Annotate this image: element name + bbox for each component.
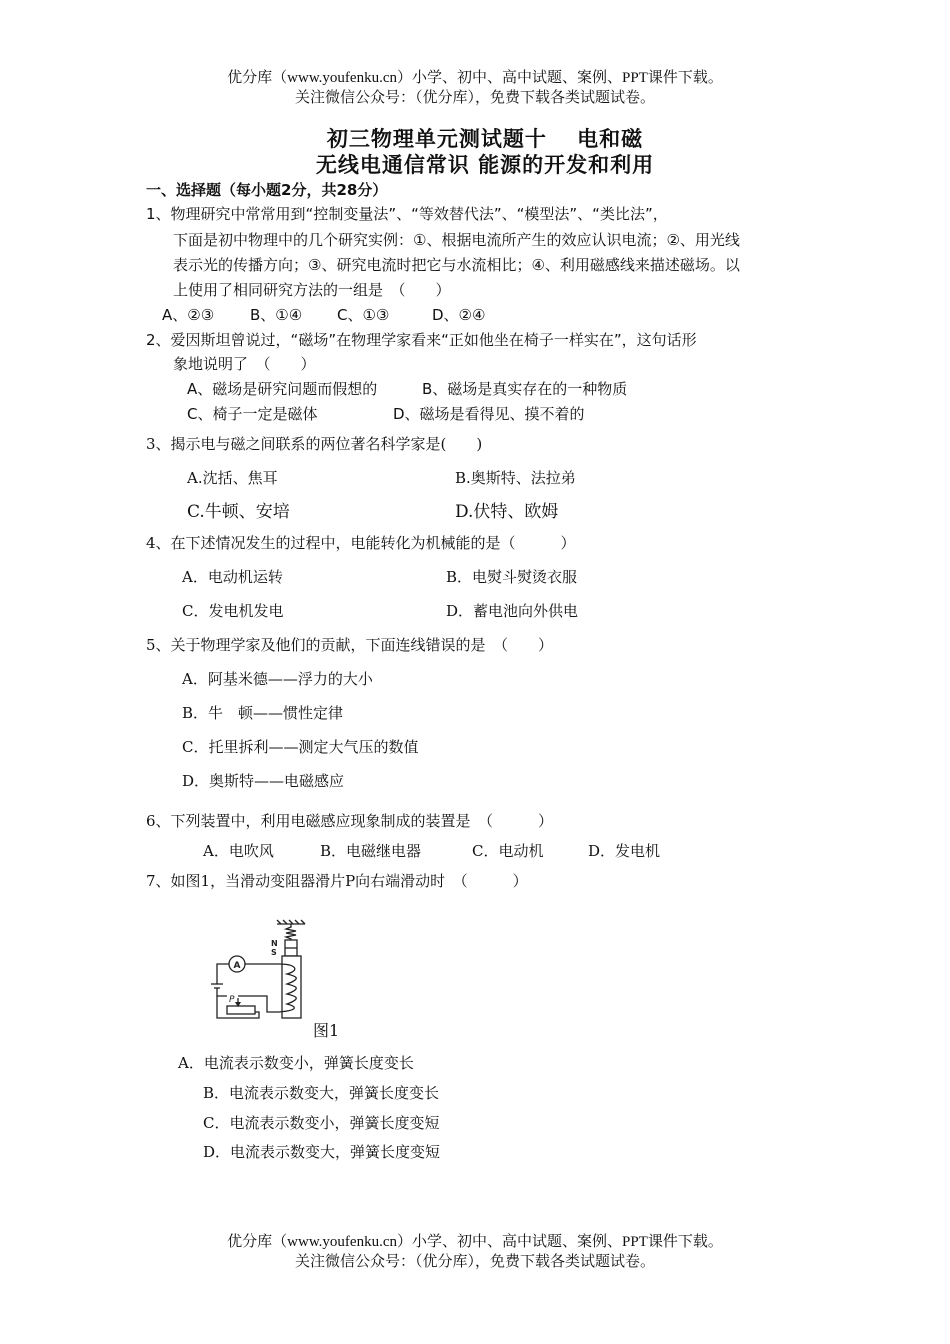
label-ammeter: A <box>233 961 241 971</box>
label-north: N <box>271 939 278 948</box>
q3-option-b: B.奥斯特、法拉弟 <box>455 469 576 487</box>
q6-stem: 6、下列装置中，利用电磁感应现象制成的装置是 （ ） <box>146 812 554 830</box>
figure-caption: 图1 <box>313 1021 340 1040</box>
q3-option-d: D.伏特、欧姆 <box>455 502 559 522</box>
q2-line-2: 象地说明了 （ ） <box>173 355 316 373</box>
q2-line-1: 2、爱因斯坦曾说过，“磁场”在物理学家看来“正如他坐在椅子一样实在”，这句话形 <box>146 331 697 349</box>
header-line-1: 优分库（www.youfenku.cn）小学、初中、高中试题、案例、PPT课件下载。 <box>227 70 723 86</box>
q4-option-d: D．蓄电池向外供电 <box>446 602 579 620</box>
q2-option-d: D、磁场是看得见、摸不着的 <box>393 405 585 423</box>
q1-line-2: 下面是初中物理中的几个研究实例：①、根据电流所产生的效应认识电流；②、用光线 <box>173 231 740 249</box>
q1-line-1: 1、物理研究中常常用到“控制变量法”、“等效替代法”、“模型法”、“类比法”， <box>146 205 668 223</box>
q5-option-c: C．托里拆利——测定大气压的数值 <box>182 738 419 756</box>
q3-stem: 3、揭示电与磁之间联系的两位著名科学家是( ) <box>146 435 483 453</box>
page-subtitle: 无线电通信常识 能源的开发和利用 <box>315 153 655 177</box>
q4-option-a: A．电动机运转 <box>182 568 283 586</box>
q5-stem: 5、关于物理学家及他们的贡献，下面连线错误的是 （ ） <box>146 636 554 654</box>
q4-option-c: C．发电机发电 <box>182 602 284 620</box>
page-title: 初三物理单元测试题十 电和磁 <box>326 127 644 151</box>
q1-option-b: B、①④ <box>250 306 303 324</box>
q3-option-c: C.牛顿、安培 <box>187 502 290 522</box>
q5-option-b: B．牛 顿——惯性定律 <box>182 704 344 722</box>
q1-option-c: C、①③ <box>337 306 390 324</box>
q6-option-a: A．电吹风 <box>203 842 274 860</box>
q7-option-c: C．电流表示数变小，弹簧长度变短 <box>203 1114 440 1132</box>
q1-option-a: A、②③ <box>162 306 215 324</box>
q2-option-c: C、椅子一定是磁体 <box>187 405 318 423</box>
q7-option-d: D．电流表示数变大，弹簧长度变短 <box>203 1143 441 1161</box>
q1-line-3: 表示光的传播方向；③、研究电流时把它与水流相比；④、利用磁感线来描述磁场。以 <box>173 256 740 274</box>
q4-stem: 4、在下述情况发生的过程中，电能转化为机械能的是（ ） <box>146 534 576 552</box>
q1-line-4: 上使用了相同研究方法的一组是 （ ） <box>173 281 451 299</box>
q5-option-a: A．阿基米德——浮力的大小 <box>182 670 373 688</box>
wire-bottom-left <box>217 988 227 996</box>
q7-option-a: A．电流表示数变小，弹簧长度变长 <box>178 1054 414 1072</box>
q2-option-b: B、磁场是真实存在的一种物质 <box>422 380 628 398</box>
q4-option-b: B．电熨斗熨烫衣服 <box>446 568 578 586</box>
q7-option-b: B．电流表示数变大，弹簧长度变长 <box>203 1084 440 1102</box>
q7-stem: 7、如图1，当滑动变阻器滑片P向右端滑动时 （ ） <box>146 872 528 890</box>
q1-option-d: D、②④ <box>432 306 486 324</box>
q2-option-a: A、磁场是研究问题而假想的 <box>187 380 378 398</box>
label-slider: P <box>229 995 235 1005</box>
figure-1-circuit <box>205 918 325 1028</box>
q3-option-a: A.沈括、焦耳 <box>187 469 278 487</box>
footer-line-2: 关注微信公众号：（优分库），免费下载各类试题试卷。 <box>294 1254 655 1270</box>
section-heading: 一、选择题（每小题2分，共28分） <box>146 181 388 199</box>
spring <box>286 924 296 940</box>
q5-option-d: D．奥斯特——电磁感应 <box>182 772 345 790</box>
label-south: S <box>271 948 277 957</box>
header-line-2: 关注微信公众号：（优分库），免费下载各类试题试卷。 <box>294 90 655 106</box>
q6-option-b: B．电磁继电器 <box>320 842 422 860</box>
rheostat <box>227 1006 255 1014</box>
q6-option-d: D．发电机 <box>588 842 661 860</box>
footer-line-1: 优分库（www.youfenku.cn）小学、初中、高中试题、案例、PPT课件下载。 <box>227 1234 723 1250</box>
q6-option-c: C．电动机 <box>472 842 544 860</box>
wire-left <box>217 964 229 984</box>
